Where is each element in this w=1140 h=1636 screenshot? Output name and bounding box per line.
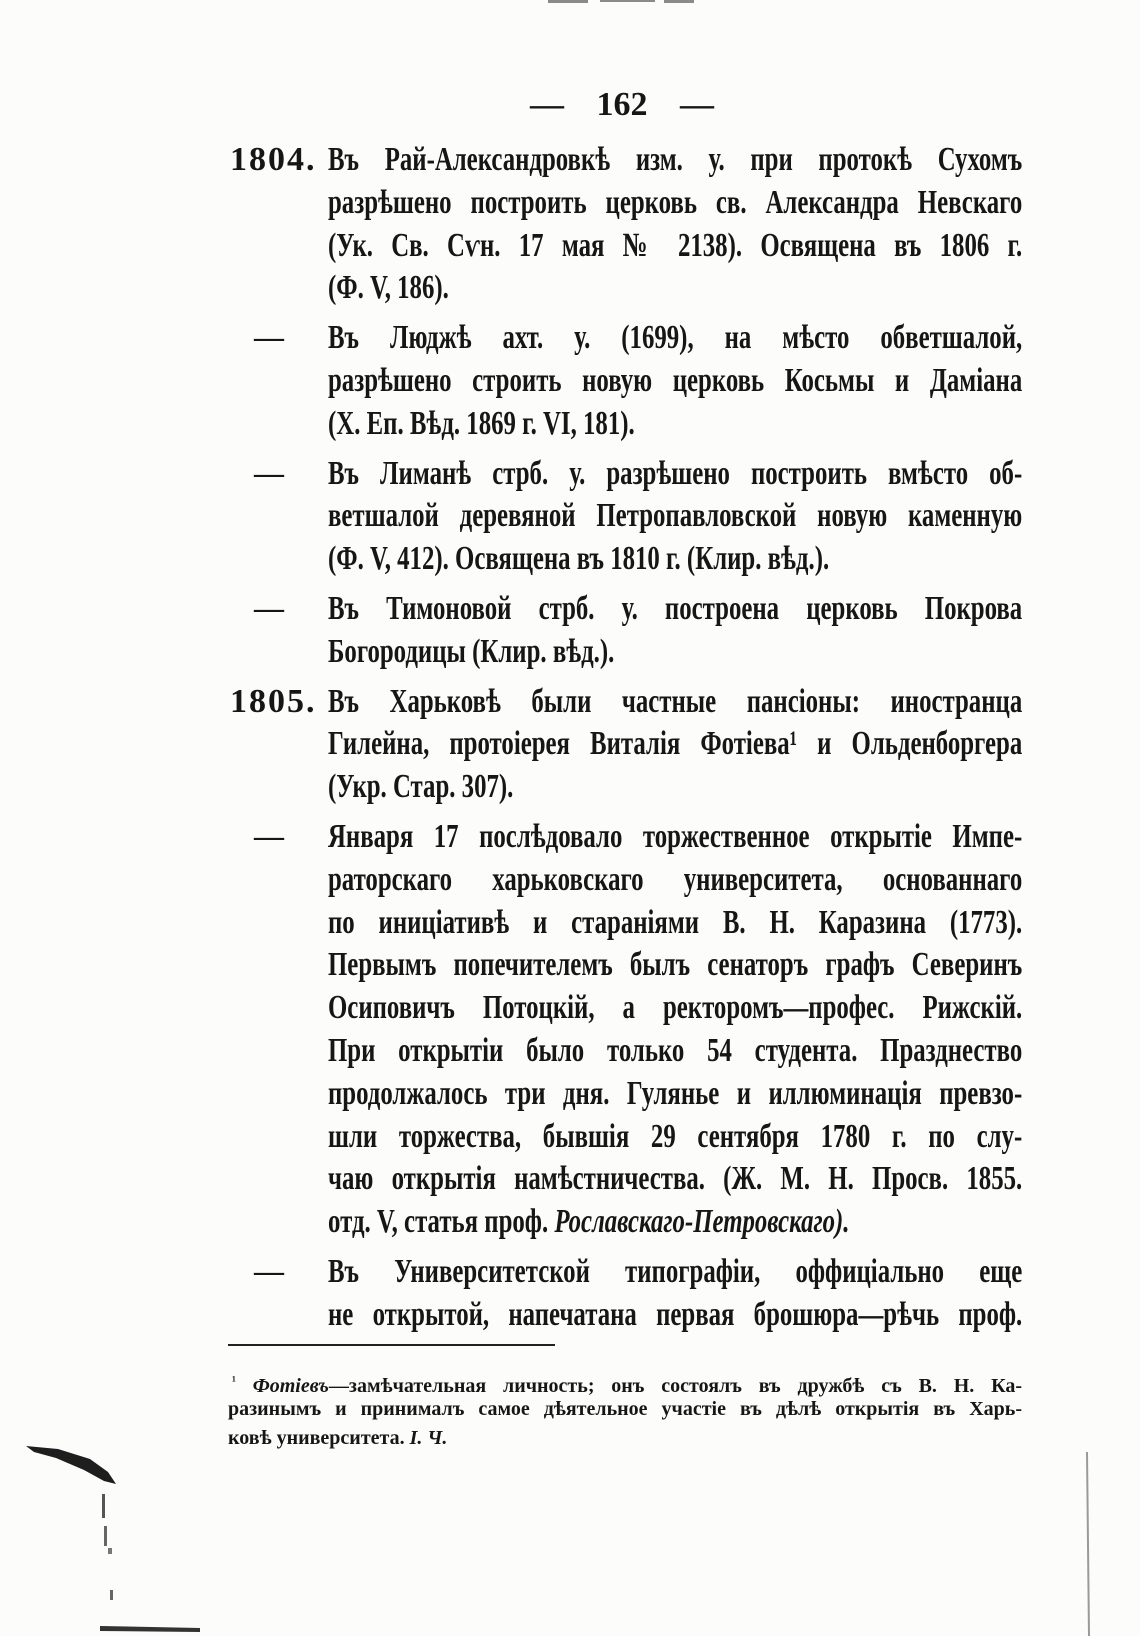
footnote-separator	[228, 1344, 555, 1346]
text-line: (Ф. V, 412). Освящена въ 1810 г. (Клир. вѣд.).	[328, 540, 830, 578]
text-line: (Ф. V, 186).	[328, 269, 449, 307]
text-line: Въ Люджѣ ахт. у. (1699), на мѣсто обветшалой,	[328, 319, 1023, 357]
text-line: Въ Рай-Александровкѣ изм. у. при протокѣ Сухомъ	[328, 141, 1023, 178]
bottom-edge-fragment	[100, 1626, 200, 1632]
cited-author: Рославскаго-Петровскаго).	[554, 1203, 850, 1241]
entry-year: 1804.	[230, 141, 317, 178]
footnote-line: разинымъ и принималъ самое дѣятельное участіе въ дѣлѣ открытія въ Харь-	[228, 1398, 1022, 1420]
entry-dash: —	[254, 819, 284, 853]
text-line: При открытіи было только 54 студента. Празднество	[328, 1031, 1023, 1069]
text-line: ветшалой деревяной Петропавловской новую каменную	[328, 497, 1023, 535]
entry-dash: —	[254, 591, 284, 625]
text-line: Въ Лиманѣ стрб. у. разрѣшено построить вмѣсто об-	[328, 454, 1023, 492]
text-line: по иниціативѣ и стараніями В. Н. Каразина (1773).	[328, 903, 1023, 941]
text-line: Въ Университетской типографіи, оффиціально еще	[328, 1252, 1023, 1290]
entry-dash: —	[254, 321, 284, 355]
text-line: шли торжества, бывшія 29 сентября 1780 г. по слу-	[328, 1117, 1023, 1155]
chronicle-entry	[254, 453, 1023, 581]
entry-dash: —	[254, 456, 284, 490]
text-line	[328, 1201, 1022, 1244]
chronicle-entry	[230, 681, 1023, 809]
text-line: разрѣшено строить новую церковь Косьмы и Даміана	[328, 361, 1023, 399]
footnote-signature: І. Ч.	[409, 1427, 448, 1449]
text-line: (Ук. Св. Сѵн. 17 мая № 2138). Освящена въ 1806 г.	[328, 226, 1023, 264]
text-line: раторскаго харьковскаго университета, основаннаго	[328, 860, 1023, 898]
text-line: Первымъ попечителемъ былъ сенаторъ графъ Северинъ	[328, 946, 1023, 984]
footnote-line	[228, 1366, 1022, 1395]
edge-speck	[664, 0, 694, 3]
edge-mark	[108, 1548, 112, 1554]
edge-mark	[110, 1590, 113, 1600]
chronicle-entry	[254, 1251, 1023, 1337]
chronicle-entry	[254, 317, 1023, 445]
footnote	[228, 1366, 1022, 1453]
page-edge-line	[1087, 1452, 1089, 1636]
edge-mark	[102, 1494, 105, 1518]
text-line: Богородицы (Клир. вѣд.).	[328, 632, 615, 670]
text-line: продолжалось три дня. Гулянье и иллюминація превзо-	[328, 1074, 1023, 1112]
edge-speck	[548, 0, 588, 3]
footnote-line	[228, 1424, 1022, 1453]
ink-smudge	[26, 1446, 116, 1484]
text-line: разрѣшено построить церковь св. Александра Невскаго	[328, 183, 1023, 221]
text-line-part: отд. V, статья проф.	[328, 1203, 549, 1241]
text-line: не открытой, напечатана первая брошюра—рѣчь проф.	[328, 1295, 1023, 1333]
entry-dash: —	[254, 1254, 284, 1288]
chronicle-entry	[254, 816, 1023, 1244]
footnote-term: Фотіевъ	[252, 1375, 329, 1397]
footnote-line-text: —замѣчательная личность; онъ состоялъ въ дружбѣ съ В. Н. Ка-	[328, 1375, 1022, 1397]
text-line: (Укр. Стар. 307).	[328, 768, 514, 806]
edge-mark	[104, 1526, 107, 1546]
entry-year: 1805.	[230, 682, 317, 720]
footnote-line-text: ковѣ университета.	[228, 1427, 405, 1449]
top-edge-fragment	[548, 0, 694, 3]
text-line: Въ Тимоновой стрб. у. построена церковь Покрова	[328, 589, 1023, 627]
text-line: Января 17 послѣдовало торжественное открытіе Импе-	[328, 817, 1023, 855]
chronicle-text-column	[230, 139, 1023, 1337]
footnote-marker: ¹	[232, 1373, 236, 1388]
chronicle-entry	[254, 588, 1023, 674]
text-line: (Х. Еп. Вѣд. 1869 г. VI, 181).	[328, 404, 635, 442]
text-line: Осиповичъ Потоцкій, а ректоромъ—профес. Рижскій.	[328, 989, 1023, 1027]
chronicle-entry	[230, 139, 1023, 310]
text-line: чаю открытія намѣстничества. (Ж. М. Н. Просв. 1855.	[328, 1160, 1023, 1198]
page-number: — 162 —	[530, 86, 714, 123]
edge-speck	[600, 0, 655, 2]
text-line: Въ Харьковѣ были частные пансіоны: иностранца	[328, 682, 1023, 720]
text-line: Гилейна, протоіерея Виталія Фотіева¹ и Ольденборгера	[328, 725, 1023, 763]
